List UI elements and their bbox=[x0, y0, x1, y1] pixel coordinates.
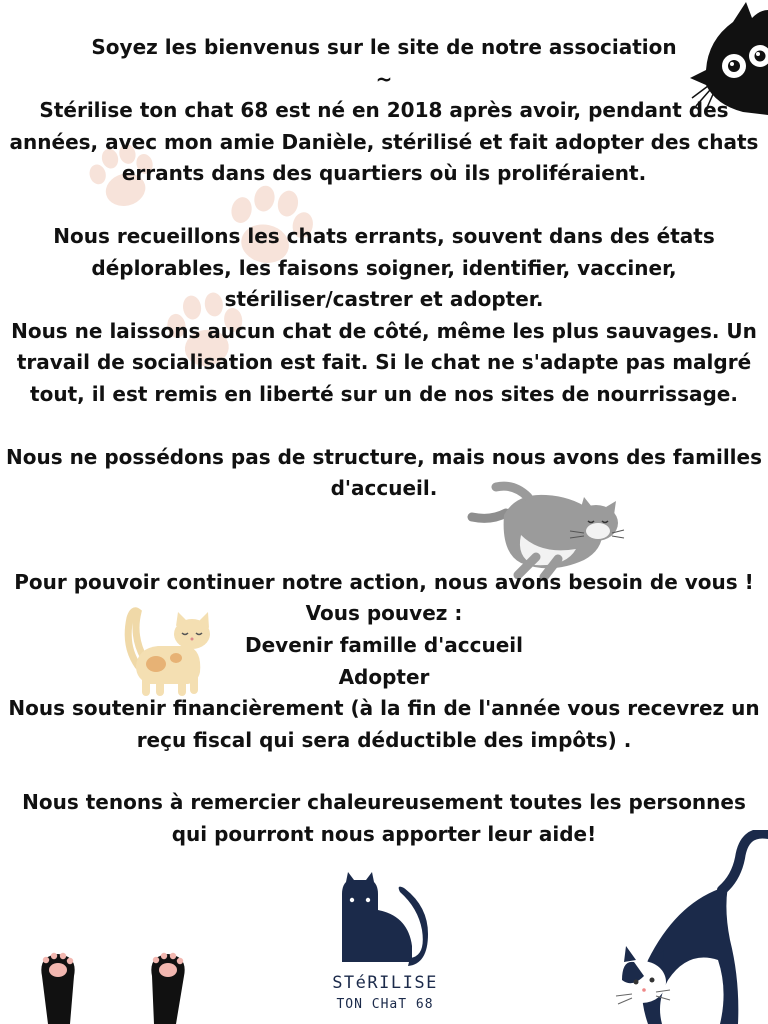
black-white-cat-icon bbox=[608, 830, 768, 1024]
logo-line2: TON CHaT 68 bbox=[336, 997, 434, 1012]
history-line: errants dans des quartiers où ils proliféraient. bbox=[121, 161, 647, 186]
support-line: reçu fiscal qui sera déductible des impôts) . bbox=[136, 727, 632, 752]
tilde-separator: ~ bbox=[375, 66, 393, 91]
structure-line: Nous ne possédons pas de structure, mais nous avons des familles bbox=[5, 444, 762, 469]
mission-line: tout, il est remis en liberté sur un de nos sites de nourrissage. bbox=[30, 381, 738, 406]
mission-line: travail de socialisation est fait. Si le chat ne s'adapte pas malgré bbox=[16, 350, 752, 375]
welcome-heading: Soyez les bienvenus sur le site de notre association bbox=[91, 35, 677, 59]
history-line: Stérilise ton chat 68 est né en 2018 après avoir, pendant des bbox=[39, 98, 729, 123]
association-logo bbox=[330, 870, 440, 1018]
structure-line: d'accueil. bbox=[330, 476, 438, 501]
mission-line: Nous ne laissons aucun chat de côté, même les plus sauvages. Un bbox=[11, 318, 757, 343]
option-foster: Devenir famille d'accueil bbox=[245, 632, 523, 657]
thanks-line: Nous tenons à remercier chaleureusement toutes les personnes bbox=[22, 790, 746, 815]
help-line: Pour pouvoir continuer notre action, nous avons besoin de vous ! bbox=[14, 569, 754, 594]
mission-line: déplorables, les faisons soigner, identifier, vacciner, bbox=[91, 255, 677, 280]
history-line: années, avec mon amie Danièle, stérilisé et fait adopter des chats bbox=[9, 129, 759, 154]
option-adopt: Adopter bbox=[338, 664, 430, 689]
help-line: Vous pouvez : bbox=[305, 601, 463, 626]
mission-line: stériliser/castrer et adopter. bbox=[224, 287, 544, 312]
main-text bbox=[0, 32, 768, 850]
mission-line: Nous recueillons les chats errants, souvent dans des états bbox=[53, 223, 715, 248]
black-paws-icon bbox=[34, 946, 194, 1024]
support-line: Nous soutenir financièrement (à la fin de l'année vous recevrez un bbox=[8, 696, 760, 721]
logo-line1: STéRILISE bbox=[332, 973, 438, 993]
thanks-line: qui pourront nous apporter leur aide! bbox=[171, 821, 597, 846]
